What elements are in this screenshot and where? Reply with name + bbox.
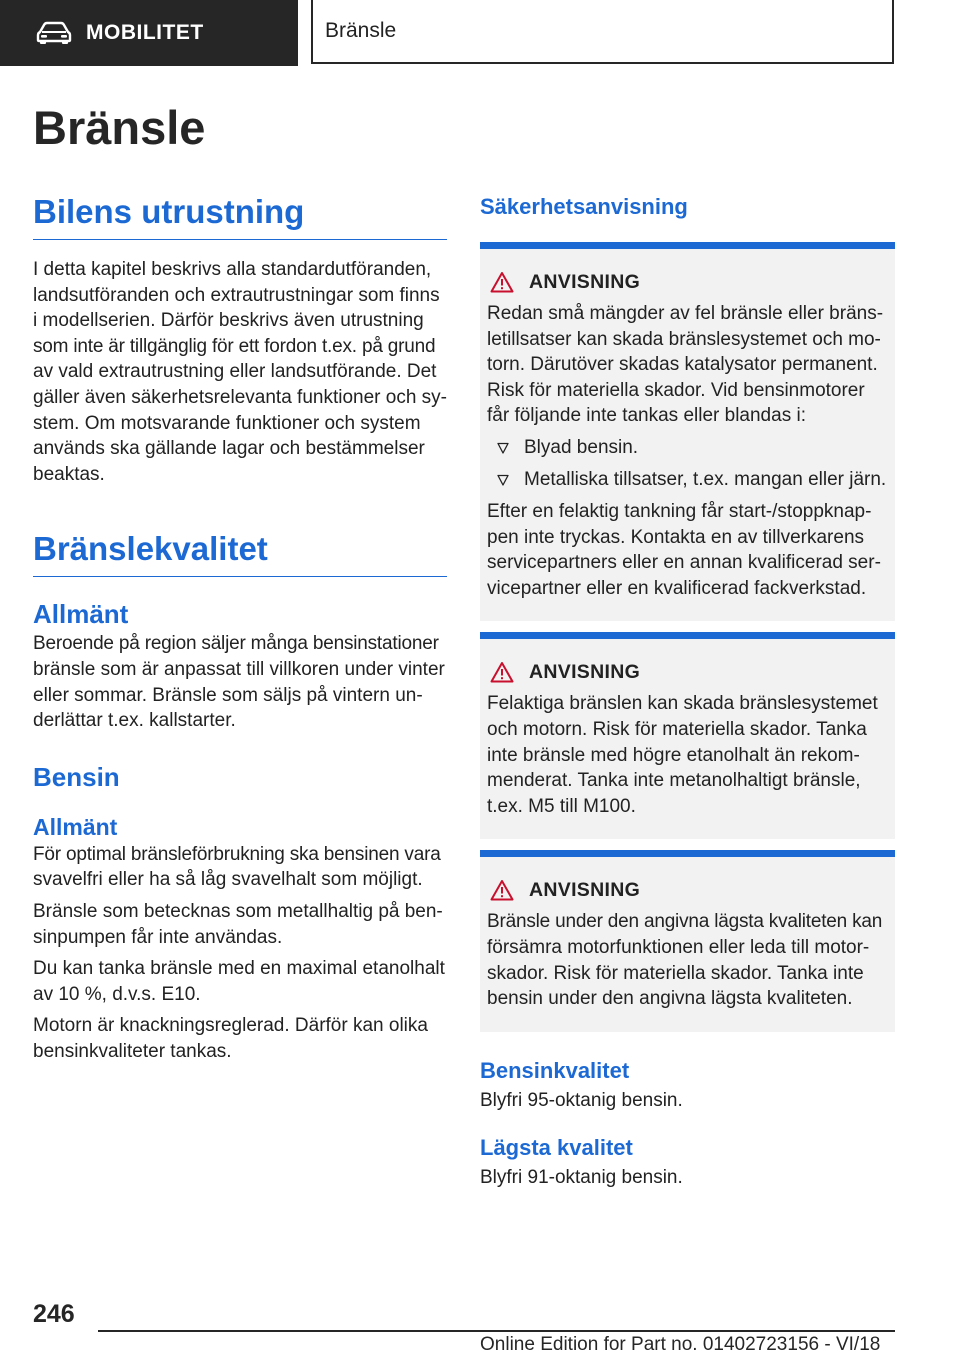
- text-line: gäller även säkerhetsrelevanta funktioner och sy‐: [33, 386, 448, 408]
- octane-text: Blyfri 95-oktanig bensin.: [480, 1089, 683, 1111]
- warning-label: ANVISNING: [529, 878, 641, 901]
- equipment-heading: Bilens utrustning: [33, 188, 447, 240]
- text-line: bensin under den angivna lägsta kvaliteten.: [487, 988, 853, 1010]
- list-item: [487, 435, 888, 461]
- text-line: landsutföranden och extrautrustningar som finns: [33, 284, 440, 306]
- car-icon: [36, 21, 72, 45]
- text-line: stem. Om motsvarande funktioner och system: [33, 412, 421, 434]
- text-line: pen inte tryckas. Kontakta en av tillverkarens: [487, 526, 865, 548]
- text-line: och motorn. Risk för materiella skador. Tanka: [487, 718, 867, 740]
- warning-box: [480, 850, 895, 1031]
- warning-box: [480, 242, 895, 621]
- text-line: eller sommar. Bränsle som säljs på vintern un‐: [33, 684, 423, 706]
- petrol-paragraph-3: [33, 956, 447, 1007]
- minimum-quality-heading: Lägsta kvalitet: [480, 1135, 633, 1161]
- text-line: används ska gällande lagar och bestämmelser: [33, 438, 425, 460]
- warning-triangle-icon: [490, 271, 514, 293]
- list-item: [487, 467, 888, 493]
- warning-triangle-icon: [490, 661, 514, 683]
- text-line: av 10 %, d.v.s. E10.: [33, 983, 201, 1005]
- text-line: letillsatser kan skada bränslesystemet och mo‐: [487, 328, 881, 350]
- text-line: beaktas.: [33, 463, 105, 485]
- text-line: Felaktiga bränslen kan skada bränslesystemet: [487, 693, 878, 715]
- bullet-triangle-icon: [497, 442, 509, 454]
- text-line: servicepartners eller en annan kvalificerad ser‐: [487, 552, 881, 574]
- text-line: svavelfri eller ha så låg svavelhalt som möjligt.: [33, 869, 423, 891]
- section-tab[interactable]: [0, 0, 298, 66]
- text-line: Risk för materiella skador. Vid bensinmotorer: [487, 379, 865, 401]
- text-line: vicepartner eller en kvalificerad fackverkstad.: [487, 577, 867, 599]
- chapter-tab[interactable]: [311, 0, 894, 64]
- bullet-list: [487, 435, 888, 493]
- minimum-quality-text: Blyfri 91-oktanig bensin.: [480, 1167, 683, 1189]
- text-line: försämra motorfunktionen eller leda till motor‐: [487, 936, 870, 958]
- text-line: menderat. Tanka inte metanolhaltigt bränsle,: [487, 770, 861, 792]
- warning-box: [480, 632, 895, 839]
- petrol-paragraph-2: [33, 899, 447, 950]
- text-line: bränsle som är anpassat till villkoren under vinter: [33, 658, 445, 680]
- text-line: För optimal bränsleförbrukning ska bensinen vara: [33, 843, 441, 865]
- general-heading: Allmänt: [33, 599, 129, 630]
- list-item-text: Metalliska tillsatser, t.ex. mangan eller järn.: [524, 468, 887, 490]
- text-line: bensinkvaliteter tankas.: [33, 1040, 232, 1062]
- warning-label: ANVISNING: [529, 270, 641, 293]
- right-column: [480, 190, 895, 1191]
- text-line: Redan små mängder av fel bränsle eller bräns‐: [487, 303, 884, 324]
- petrol-heading: Bensin: [33, 761, 120, 792]
- text-line: derlättar t.ex. kallstarter.: [33, 710, 236, 732]
- petrol-general-heading: Allmänt: [33, 813, 118, 840]
- text-line: t.ex. M5 till M100.: [487, 795, 636, 817]
- warning-header: [487, 659, 888, 685]
- section-label: MOBILITET: [86, 21, 204, 44]
- text-line: av vald extrautrustning eller landsutförande. Det: [33, 361, 437, 383]
- warning-header: [487, 269, 888, 295]
- text-line: Bränsle under den angivna lägsta kvaliteten kan: [487, 911, 883, 933]
- fuel-quality-heading: Bränslekvalitet: [33, 525, 447, 577]
- text-line: sinpumpen får inte användas.: [33, 926, 283, 948]
- equipment-paragraph: [33, 257, 447, 487]
- page-title: Bränsle: [33, 101, 206, 154]
- petrol-paragraph-4: [33, 1013, 447, 1064]
- text-line: Bränsle som betecknas som metallhaltig på ben‐: [33, 900, 443, 922]
- text-line: inte bränsle med högre etanolhalt än rekom‐: [487, 744, 860, 766]
- text-line: som inte är tillgänglig för ett fordon t.ex. på grund: [33, 335, 436, 357]
- warning-header: [487, 877, 888, 903]
- text-line: Motorn är knackningsreglerad. Därför kan olika: [33, 1015, 428, 1037]
- text-line: får följande inte tankas eller blandas i:: [487, 405, 806, 427]
- page-number: 246: [33, 1300, 75, 1328]
- footer-divider: [98, 1330, 895, 1332]
- text-line: skador. Risk för materiella skador. Tanka inte: [487, 962, 864, 984]
- header-bar: [0, 0, 960, 66]
- text-line: torn. Därutöver skadas katalysator permanent.: [487, 354, 878, 376]
- list-item-text: Blyad bensin.: [524, 436, 639, 458]
- edition-note: Online Edition for Part no. 01402723156 - VI/18: [480, 1334, 881, 1355]
- general-paragraph: [33, 631, 447, 733]
- bullet-triangle-icon: [497, 474, 509, 486]
- safety-heading: Säkerhetsanvisning: [480, 194, 688, 219]
- text-line: Efter en felaktig tankning får start-/stoppknap‐: [487, 500, 872, 522]
- petrol-paragraph-1: [33, 842, 447, 893]
- text-line: Beroende på region säljer många bensinstationer: [33, 633, 439, 655]
- chapter-label: Bränsle: [325, 19, 397, 42]
- warning-label: ANVISNING: [529, 660, 641, 683]
- text-line: Du kan tanka bränsle med en maximal etanolhalt: [33, 958, 445, 980]
- text-line: I detta kapitel beskrivs alla standardutföranden,: [33, 259, 432, 280]
- text-line: i modellserien. Därför beskrivs även utrustning: [33, 310, 424, 332]
- warning-triangle-icon: [490, 879, 514, 901]
- left-column: [33, 188, 447, 1064]
- octane-heading: Bensinkvalitet: [480, 1057, 630, 1083]
